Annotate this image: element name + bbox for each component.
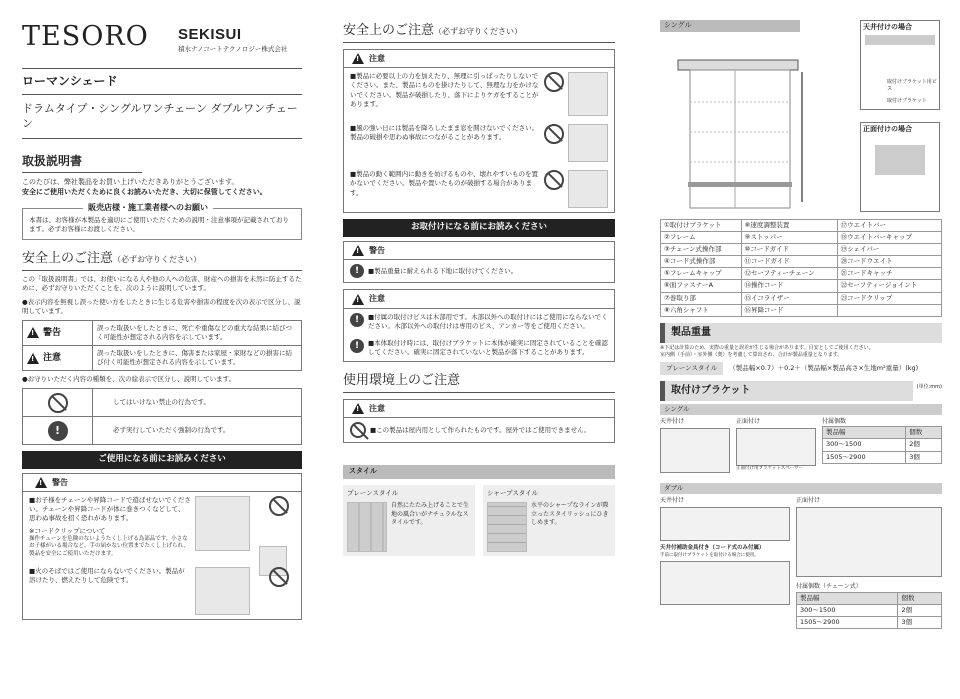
warning-item-fire [23, 563, 301, 619]
fire-warning-text: ■火のそばではご使用にならないでください。製品が溶けたり、燃えたりして危険です。 [29, 566, 185, 584]
part-cell: ①取付けブラケット [661, 220, 742, 232]
mandatory-icon: ! [350, 313, 364, 327]
wind-image [568, 124, 608, 162]
environment-caution-box [343, 399, 615, 443]
caution-item [344, 166, 614, 212]
before-use-bar: ご使用になる前にお読みください [22, 451, 302, 469]
part-cell: ⑱ウエイトバーキャップ [837, 232, 941, 244]
extra-bracket-sub: 手前に取付けブラケットを取付ける場合に使用。 [660, 553, 759, 559]
part-cell: ⑧速度調整装置 [741, 220, 837, 232]
product-name: ローマンシェード [22, 68, 302, 95]
plain-style-card [343, 485, 475, 556]
maker-brand [178, 24, 287, 54]
warning-icon [27, 327, 39, 338]
tesoro-logo: TESORO [22, 21, 149, 52]
safety-para1: この「取扱説明書」では、お使いになる人や他の人への危害、財産への損害を未然に防止するために、必ずお守りいただくことを、次のように説明しています。 [22, 275, 302, 293]
single-count [822, 418, 942, 480]
prohibit-icon [269, 496, 289, 516]
column-right [660, 20, 942, 699]
weight-heading: 製品重量 [660, 323, 942, 343]
caution-icon [352, 403, 364, 414]
warning-icon [35, 477, 47, 488]
part-cell: ④コード式操作部 [661, 256, 742, 268]
double-front-drawing [796, 507, 942, 577]
caution-icon [352, 294, 364, 305]
product-subtitle: ドラムタイプ・シングルワンチェーン ダブルワンチェーン [22, 95, 302, 139]
bracket-screw-note: 取付けブラケット用ビス [887, 79, 937, 92]
bracket-note: 取付けブラケット [887, 98, 927, 104]
install-warning-item [344, 260, 614, 282]
prohibit-cell [23, 389, 93, 417]
bracket-double-row [660, 497, 942, 629]
mandatory-cell [23, 417, 93, 445]
install-warning-box [343, 241, 615, 283]
ceiling-mount-box [860, 20, 940, 110]
bracket-single-label: シングル [660, 404, 942, 415]
style-heading: スタイル [343, 465, 615, 479]
double-front [796, 497, 942, 629]
caution-header [344, 50, 614, 68]
caution-text-1: ■製品に必要以上の力を加えたり、無理に引っぱったりしないでください。また、製品にものを掛けたりして、無理な力をかけないでください。製品が破損したり、落下によりケガをすることがあります。 [350, 72, 539, 108]
safety-para3: ●お守りいただく内容の種類を、次の絵表示で区分し、説明しています。 [22, 375, 236, 384]
safety-title: 安全上のご注意 [22, 251, 114, 267]
table-row [661, 304, 942, 316]
caution-item [344, 120, 614, 166]
part-cell: ㉒セーフティージョイント [837, 280, 941, 292]
warning-cell [23, 320, 93, 345]
width-cell: 1505～2900 [797, 617, 898, 629]
safety-heading [22, 248, 302, 271]
dealer-notice [22, 202, 302, 240]
count-cell: 2個 [906, 439, 942, 451]
part-cell: ③チェーン式操作部 [661, 244, 742, 256]
caution-icon [27, 353, 39, 364]
single-label: シングル [660, 20, 800, 32]
weight-style-label: プレーンスタイル [660, 362, 723, 375]
caution-description: 誤った取扱いをしたときに、傷害または家屋・家財などの損害に結び付く可能性が想定される内容を示しています。 [93, 345, 302, 370]
part-cell [837, 304, 941, 316]
manual-title: 取扱説明書 [22, 147, 142, 174]
count-header: 個数 [906, 427, 942, 439]
bracket-double-label: ダブル [660, 483, 942, 494]
count-cell: 3個 [906, 451, 942, 463]
unit-label: (単位:mm) [916, 384, 942, 391]
caution-header [344, 290, 614, 308]
shade-diagram [660, 32, 850, 212]
warning-label: 警告 [52, 478, 68, 488]
table-row [661, 292, 942, 304]
caution-icon [352, 53, 364, 64]
environment-item [344, 418, 614, 442]
ceiling-mount-label: 天井付けの場合 [863, 23, 912, 31]
table-row [823, 451, 942, 463]
caution-text-3: ■製品の動く範囲内に動きを妨げるものや、壊れやすいものを置かないでください。製品や置いたものが破損する場合があります。 [350, 170, 539, 197]
width-cell: 300～1500 [823, 439, 906, 451]
part-cell: ⑧六角シャフト [661, 304, 742, 316]
weight-formula: （製品幅×0.7）＋0.2＋（製品幅×製品高さ×生地m²重量）(kg) [729, 363, 919, 372]
part-cell: ⑯昇降コード [741, 304, 837, 316]
mandatory-icon: ! [350, 339, 364, 353]
sekisui-logo: SEKISUI [178, 26, 242, 43]
front-image [875, 145, 925, 175]
caution-label: 注意 [369, 294, 385, 304]
clip-title: ※コードクリップについて [29, 526, 106, 535]
table-row [661, 244, 942, 256]
part-cell: ⑫セーフティーチェーン [741, 268, 837, 280]
child-chain-image [195, 496, 250, 551]
safety2-heading [343, 20, 615, 43]
ceil-label: 天井付け [660, 417, 685, 425]
single-front-drawing [736, 428, 816, 466]
sharp-style-text: 水平のシャープなラインが際立ったスタイリッシュにひきしめます。 [531, 502, 609, 527]
table-row [797, 617, 942, 629]
safety-para2: ●表示内容を無視し誤った使い方をしたときに生じる危害や損害の程度を次の表示で区分し、説明しています。 [22, 297, 301, 315]
front-label: 正面付け [736, 417, 761, 425]
environment-heading: 使用環境上のご注意 [343, 370, 615, 393]
weight-formula-row [660, 362, 942, 375]
warning-icon [352, 245, 364, 256]
bracket-heading-row [660, 375, 942, 401]
double-ceiling [660, 497, 790, 629]
safety-subtitle: （必ずお守りください） [113, 255, 202, 265]
install-caution-box [343, 289, 615, 362]
clip-text: 操作チェーンを危険のないようたくし上げる為部品です。小さなお子様がいる場合など、手の届かない位置までたくし上げられ、製品を安全にご使用いただけます。 [29, 535, 189, 558]
width-cell: 1505～2900 [823, 451, 906, 463]
prohibit-icon [48, 393, 68, 413]
prohibit-icon [544, 124, 564, 144]
bracket-heading: 取付けブラケット [660, 381, 913, 401]
caution-item [344, 68, 614, 120]
sharp-style-label: シャープスタイル [487, 489, 539, 498]
dealer-notice-tag: 販売店様・施工業者様へのお願い [83, 202, 213, 213]
extra-bracket-drawing [660, 561, 790, 605]
table-row [661, 268, 942, 280]
count-label: 付属個数 [822, 417, 847, 425]
prohibit-icon [544, 170, 564, 190]
part-cell: ⑩コードガイド [741, 244, 837, 256]
style-section [343, 485, 615, 556]
count-cell: 2個 [898, 604, 942, 616]
intro-line1: このたびは、弊社製品をお買い上げいただきありがとうございます。 [22, 178, 239, 187]
install-warning-text: ■製品重量に耐えられる下地に取付けてください。 [368, 266, 518, 275]
part-cell: ⑨ストッパー [741, 232, 837, 244]
table-row [661, 220, 942, 232]
table-row [23, 320, 302, 345]
part-cell: ⑥面ファスナーA [661, 280, 742, 292]
warning-description: 誤った取扱いをしたときに、死亡や重傷などの重大な結果に結びつく可能性が想定される内容を示しています。 [93, 320, 302, 345]
prohibit-icon [269, 567, 289, 587]
warning-item-chain [23, 492, 301, 562]
caution-label: 注意 [369, 54, 385, 64]
part-cell: ⑪コードガイド [741, 256, 837, 268]
part-cell: ⑲シェイバー [837, 244, 941, 256]
warning-header [344, 242, 614, 260]
width-cell: 300～1500 [797, 604, 898, 616]
install-caution-item [344, 335, 614, 361]
front-mount-label: 正面付けの場合 [863, 125, 912, 133]
part-cell: ㉑コードキャッチ [837, 268, 941, 280]
part-cell: ㉓コードクリップ [837, 292, 941, 304]
parts-legend [660, 219, 942, 317]
count2-label: 付属個数（チェーン式） [796, 583, 862, 591]
install-caution-text-1: ■付属の取付けビスは木部用です。木部以外への取付けにはご使用にならないでください。木部以外への取付けは専用のビス、アンカー等をご使用ください。 [368, 312, 608, 330]
table-row [661, 232, 942, 244]
part-cell: ⑳コードウエイト [837, 256, 941, 268]
part-cell: ⑤フレームキャップ [661, 268, 742, 280]
single-ceiling-drawing [660, 428, 730, 473]
table-row [823, 439, 942, 451]
symbol-table [22, 388, 302, 445]
single-ceiling [660, 418, 730, 480]
count-cell: 3個 [898, 617, 942, 629]
install-caution-text-2: ■本体取付け時には、取付けブラケットに本体が確実に固定されていることを確認してください。確実に固定されていないと製品が落下することがあります。 [368, 338, 608, 356]
count-table [822, 426, 942, 463]
sharp-style-image [487, 502, 527, 552]
environment-text: ■この製品は屋内用として作られたものです。屋外ではご使用できません。 [370, 425, 591, 434]
front-label: 正面付け [796, 497, 821, 505]
width-header: 製品幅 [797, 592, 898, 604]
caution-text-2: ■風の強い日には製品を降ろしたまま窓を開けないでください。製品の破損や思わぬ事故につながることがあります。 [350, 124, 539, 142]
ceil-label: 天井付け [660, 497, 685, 505]
plain-style-image [347, 502, 387, 552]
table-row [797, 592, 942, 604]
plain-style-text: 自然にたたみ上げることで生地の風合いがナチュラルなスタイルです。 [391, 502, 470, 527]
part-cell: ⑦巻取り部 [661, 292, 742, 304]
caution-cell [23, 345, 93, 370]
child-chain-illustration [195, 496, 295, 558]
weight-note2: 室内側（手前）・室外側（奥）を考慮して算出され、合計が製品重量となります。 [660, 351, 843, 358]
weight-note: ※下記は計算のため、実際の重量と誤差が生じる場合があります。目安としてご使用ください。 [660, 344, 874, 351]
dealer-notice-text: 本書は、お客様が本製品を適切にご使用いただくための説明・注意事項が記載されております。必ずお客様にお渡しください。 [29, 215, 289, 234]
width-header: 製品幅 [823, 427, 906, 439]
intro-line2: 安全にご使用いただくために良くお読みいただき、大切に保管してください。 [22, 188, 267, 197]
plain-style-label: プレーンスタイル [347, 489, 399, 498]
safety2-title: 安全上のご注意 [343, 23, 435, 38]
spacer-label: 正面付け用ブラケットスペーサー [736, 466, 804, 472]
table-row [823, 427, 942, 439]
fire-illustration [195, 567, 295, 615]
mandatory-icon: ! [350, 264, 364, 278]
pull-image [568, 72, 608, 116]
bracket-single-row [660, 418, 942, 480]
mandatory-icon: ! [48, 421, 68, 441]
parts-diagram [660, 20, 942, 215]
double-ceiling-drawing [660, 507, 790, 541]
part-cell: ⑰ウエイトバー [837, 220, 941, 232]
count-header: 個数 [898, 592, 942, 604]
chain-warning-text: ■お子様をチェーンや昇降コードで遊ばせないでください。チェーンや昇降コードが体に巻きつくなどして、思わぬ事故を招く恐れがあります。 [29, 496, 191, 523]
prohibit-description: してはいけない禁止の行為です。 [93, 389, 302, 417]
column-left [22, 18, 302, 697]
table-row [797, 604, 942, 616]
front-mount-box [860, 122, 940, 212]
intro-text [22, 178, 302, 198]
sharp-style-card [483, 485, 615, 556]
column-middle [343, 20, 615, 699]
caution-label: 注意 [369, 404, 385, 414]
before-install-bar: お取付けになる前にお読みください [343, 219, 615, 237]
caution-label: 注意 [43, 352, 62, 363]
single-front [736, 418, 816, 480]
install-caution-item [344, 309, 614, 335]
caution-header [344, 400, 614, 418]
safety2-subtitle: （必ずお守りください） [434, 27, 523, 36]
table-row [23, 345, 302, 370]
count2-table [796, 592, 942, 629]
before-use-warning-header [23, 474, 301, 492]
part-cell: ⑭操作コード [741, 280, 837, 292]
safety2-caution-box [343, 49, 615, 213]
before-use-warning [22, 473, 302, 620]
hazard-level-table [22, 320, 302, 371]
prohibit-icon [350, 422, 366, 438]
part-cell: ②フレーム [661, 232, 742, 244]
warning-item-text [29, 496, 191, 558]
mandatory-description: 必ず実行していただく強制の行為です。 [93, 417, 302, 445]
part-cell: ⑮イコライザー [741, 292, 837, 304]
fire-image [195, 567, 250, 615]
table-row [23, 389, 302, 417]
obstacle-image [568, 170, 608, 208]
ceiling-image [865, 35, 935, 45]
warning-label: 警告 [43, 327, 62, 338]
prohibit-icon [544, 72, 564, 92]
table-row [661, 280, 942, 292]
table-row [661, 256, 942, 268]
warning-label: 警告 [369, 246, 385, 256]
extra-bracket-label: 天井付補助金具付き（コード式のみ付属） [660, 545, 765, 552]
company-name: 積水ナノコートテクノロジー株式会社 [178, 45, 288, 53]
table-row [23, 417, 302, 445]
